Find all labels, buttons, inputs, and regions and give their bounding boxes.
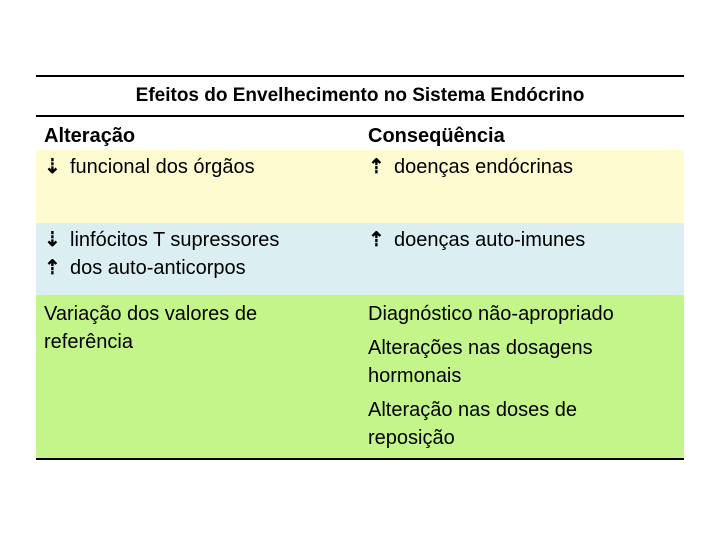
table-title: Efeitos do Envelhecimento no Sistema Endócrino	[135, 85, 585, 106]
row1-consequencia	[368, 150, 684, 223]
list-item	[44, 153, 368, 181]
header-consequencia: Conseqüência	[368, 125, 505, 147]
increase-arrow-icon: ⇡	[368, 229, 385, 251]
row3-right-line-1: Diagnóstico não-apropriado	[368, 303, 614, 325]
increase-arrow-icon: ⇡	[368, 156, 385, 178]
list-item	[44, 254, 368, 282]
header-alteracao: Alteração	[44, 125, 136, 147]
row3-left-text: Variação dos valores de referência	[44, 303, 258, 353]
row2-left-text-2: dos auto-anticorpos	[70, 257, 246, 279]
aging-endocrine-table	[36, 75, 684, 460]
row3-right-line-2: Alterações nas dosagens hormonais	[368, 337, 593, 387]
list-item	[368, 226, 684, 254]
decrease-arrow-icon: ⇣	[44, 229, 61, 251]
row2-consequencia	[368, 223, 684, 295]
list-item	[368, 153, 684, 181]
row2-right-text: doenças auto-imunes	[394, 229, 586, 251]
table-bottom-rule	[36, 458, 684, 460]
row2-alteracao	[36, 223, 368, 295]
row3-alteracao	[36, 295, 368, 458]
table-row	[36, 295, 684, 458]
row2-left-text-1: linfócitos T supressores	[70, 229, 280, 251]
list-item	[44, 226, 368, 254]
row3-consequencia	[368, 295, 684, 458]
row3-right-line-3: Alteração nas doses de reposição	[368, 399, 578, 449]
row1-alteracao	[36, 150, 368, 223]
table-header-row	[36, 117, 684, 150]
table-row	[36, 223, 684, 295]
increase-arrow-icon: ⇡	[44, 257, 61, 279]
decrease-arrow-icon: ⇣	[44, 156, 61, 178]
table-row	[36, 150, 684, 223]
row1-left-text: funcional dos órgãos	[70, 156, 255, 178]
row1-right-text: doenças endócrinas	[394, 156, 574, 178]
